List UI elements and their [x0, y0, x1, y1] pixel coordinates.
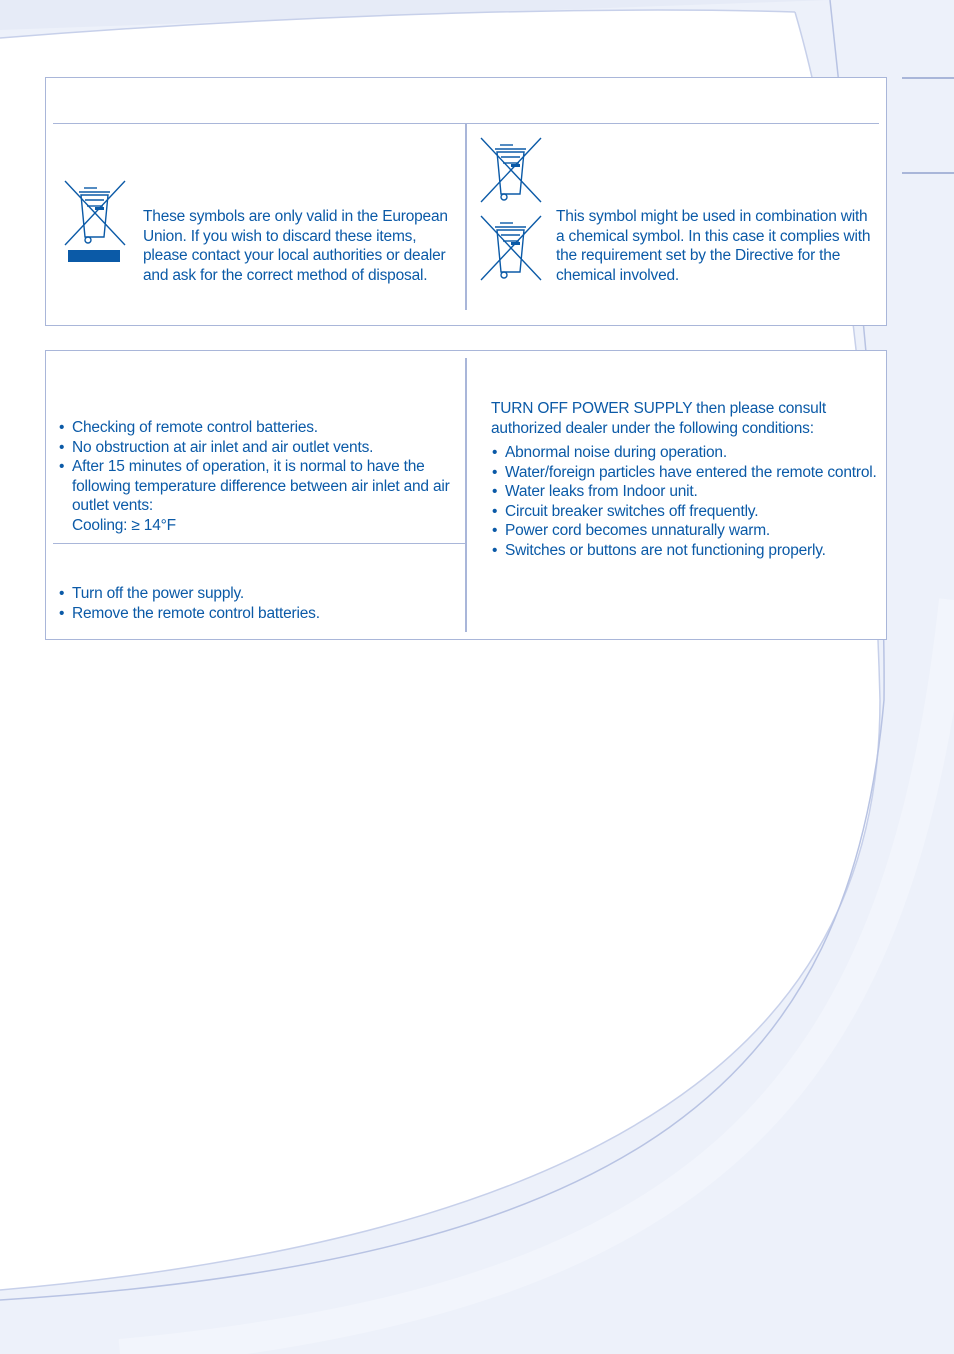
list-item: • Water leaks from Indoor unit. — [491, 482, 881, 502]
list-item: • Remove the remote control batteries. — [58, 604, 453, 624]
disposal-panel — [45, 77, 887, 326]
eu-disposal-text: These symbols are only valid in the European Union. If you wish to discard these items, please contact your local authorities or dealer and ask for the correct method of disposal. — [143, 208, 448, 284]
list-item: • Switches or buttons are not functioning properly. — [491, 541, 881, 561]
list-item: • Water/foreign particles have entered the remote control. — [491, 463, 881, 483]
long-idle-steps-list — [58, 584, 453, 623]
consult-intro: TURN OFF POWER SUPPLY then please consult authorized dealer under the following conditions: — [491, 400, 826, 437]
chemical-symbol-text: This symbol might be used in combination with a chemical symbol. In this case it complies with the requirement set by the Directive for the chemical involved. — [556, 208, 871, 284]
crossed-out-wheelie-bin-icon — [63, 179, 127, 263]
conditions-list — [491, 443, 881, 560]
eu-black-bar — [68, 250, 120, 262]
disposal-column-divider — [465, 124, 467, 310]
crossed-out-wheelie-bin-icon — [479, 136, 543, 204]
list-item: • No obstruction at air inlet and air outlet vents. — [58, 438, 453, 458]
cooling-note-text: Cooling: ≥ 14°F — [72, 516, 176, 534]
list-item: • Checking of remote control batteries. — [58, 418, 453, 438]
cooling-note — [58, 516, 453, 536]
list-item: • Circuit breaker switches off frequently. — [491, 502, 881, 522]
maintenance-left-divider — [53, 543, 466, 544]
side-tab-line-top — [902, 77, 954, 79]
crossed-out-wheelie-bin-icon — [479, 214, 543, 282]
side-tab-line-bottom — [902, 172, 954, 174]
list-item: • Abnormal noise during operation. — [491, 443, 881, 463]
list-item: • Turn off the power supply. — [58, 584, 453, 604]
maintenance-panel — [45, 350, 887, 640]
checks-list — [58, 418, 453, 535]
list-item: • After 15 minutes of operation, it is normal to have the following temperature difference between air inlet and air outlet vents: — [58, 457, 453, 516]
maintenance-column-divider — [465, 358, 467, 632]
list-item: • Power cord becomes unnaturally warm. — [491, 521, 881, 541]
